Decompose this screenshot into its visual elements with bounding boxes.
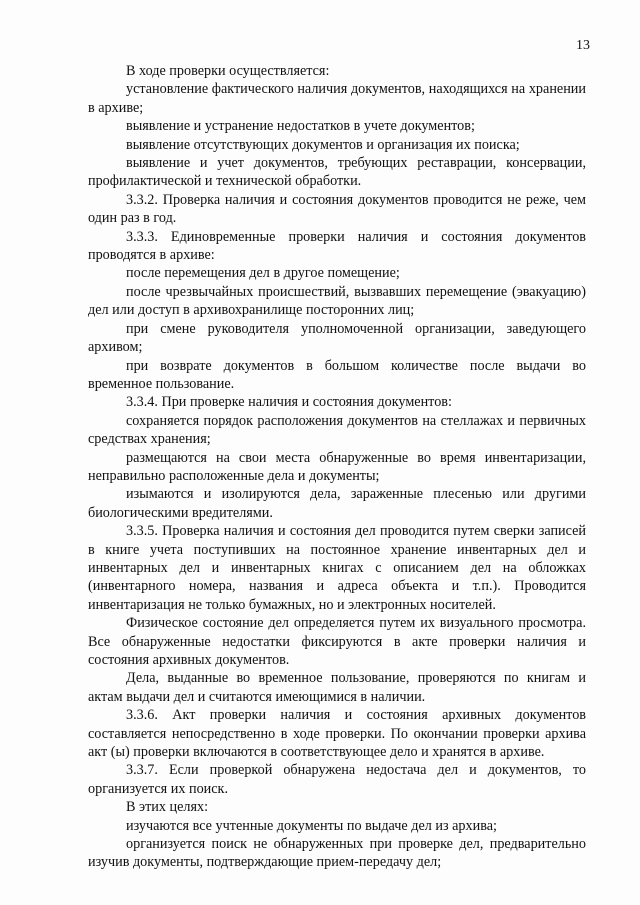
paragraph: выявление и учет документов, требующих реставрации, консервации, профилактической и технической обработки. — [88, 155, 586, 190]
paragraph: организуется поиск не обнаруженных при проверке дел, предварительно изучив документы, подтверждающие прием-передачу дел; — [88, 836, 586, 871]
paragraph: 3.3.6. Акт проверки наличия и состояния архивных документов составляется непосредственно в ходе проверки. По окончании проверки архива акт (ы) проверки включаются в соответствующее дело и хранятся в архиве. — [88, 707, 586, 761]
page-number: 13 — [576, 38, 590, 53]
paragraph: установление фактического наличия документов, находящихся на хранении в архиве; — [88, 81, 586, 116]
paragraph: после чрезвычайных происшествий, вызвавших перемещение (эвакуацию) дел или доступ в архивохранилище посторонних лиц; — [88, 283, 586, 319]
paragraph: 3.3.4. При проверке наличия и состояния документов: — [126, 394, 452, 411]
paragraph: размещаются на свои места обнаруженные во время инвентаризации, неправильно расположенные дела и документы; — [88, 449, 586, 484]
paragraph: 3.3.7. Если проверкой обнаружена недостача дел и документов, то организуется их поиск. — [88, 762, 586, 797]
paragraph: при смене руководителя уполномоченной организации, заведующего архивом; — [88, 320, 586, 356]
paragraph: после перемещения дел в другое помещение; — [126, 265, 400, 282]
paragraph: выявление и устранение недостатков в учете документов; — [126, 118, 475, 135]
paragraph: выявление отсутствующих документов и организация их поиска; — [126, 136, 520, 153]
paragraph: при возврате документов в большом количестве после выдачи во временное пользование. — [88, 357, 586, 392]
paragraph: В ходе проверки осуществляется: — [126, 63, 330, 79]
paragraph: 3.3.5. Проверка наличия и состояния дел проводится путем сверки записей в книге учета поступивших на постоянное хранение инвентарных дел и инвентарных дел и инвентарных книгах с описанием дел на обложках (инвентарного номера, названия и адреса объекта и т.п.). Проводится инвентаризация не только бумажных, но и электронных носителей. — [88, 523, 586, 613]
paragraph: изучаются все учтенные документы по выдаче дел из архива; — [126, 817, 497, 834]
paragraph: Дела, выданные во временное пользование, проверяются по книгам и актам выдачи дел и считаются имеющимися в наличии. — [88, 670, 586, 705]
paragraph: 3.3.2. Проверка наличия и состояния документов проводится не реже, чем один раз в год. — [88, 191, 586, 227]
paragraph: В этих целях: — [126, 799, 209, 816]
paragraph: сохраняется порядок расположения документов на стеллажах и первичных средствах хранения; — [88, 412, 586, 448]
paragraph: изымаются и изолируются дела, зараженные плесенью или другими биологическими вредителями. — [88, 486, 586, 521]
paragraph: 3.3.3. Единовременные проверки наличия и состояния документов проводятся в архиве: — [88, 228, 586, 264]
paragraph: Физическое состояние дел определяется путем их визуального просмотра. Все обнаруженные недостатки фиксируются в акте проверки наличия и состояния архивных документов. — [88, 615, 586, 668]
page-body — [88, 62, 586, 872]
